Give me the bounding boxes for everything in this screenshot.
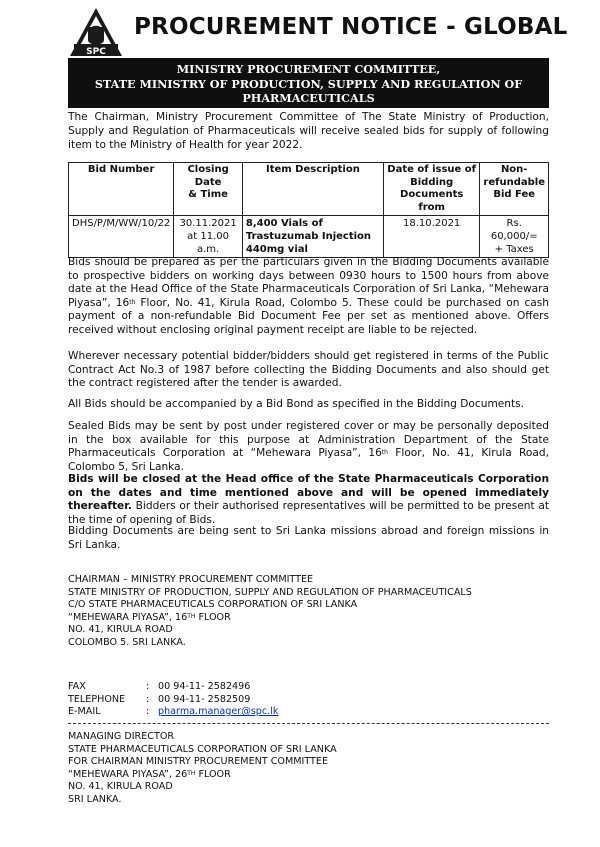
address2-line-3: FOR CHAIRMAN MINISTRY PROCUREMENT COMMITTEE — [68, 756, 329, 768]
address2-line-1: MANAGING DIRECTOR — [68, 731, 175, 742]
email-link[interactable]: pharma.manager@spc.lk — [158, 706, 279, 718]
spc-logo-icon — [68, 6, 124, 58]
contact-block — [68, 681, 278, 719]
email-colon: : — [146, 706, 150, 718]
banner-line-1: MINISTRY PROCUREMENT COMMITTEE, — [176, 62, 441, 76]
address1-line-1: CHAIRMAN – MINISTRY PROCUREMENT COMMITTEE — [68, 574, 314, 585]
bid-bond-paragraph: All Bids should be accompanied by a Bid Bond as specified in the Bidding Documents. — [68, 398, 525, 410]
cell-closing-date — [174, 216, 243, 258]
header-issue-line-3: Documents from — [400, 189, 464, 213]
banner-line-2: STATE MINISTRY OF PRODUCTION, SUPPLY AND REGULATION OF — [94, 76, 523, 91]
cell-closing-time-value: at 11.00 a.m. — [187, 231, 230, 255]
missions-paragraph: Bidding Documents are being sent to Sri Lanka missions abroad and foreign missions in Sri Lanka. — [68, 525, 549, 551]
cell-fee-amount: Rs. 60,000/= — [490, 218, 538, 242]
bid-table-header-row — [69, 163, 549, 216]
telephone-row — [68, 694, 278, 707]
dashed-divider — [68, 723, 549, 724]
cell-item-description — [242, 216, 383, 258]
banner-line-3: PHARMACEUTICALS — [242, 91, 375, 105]
address1-line-4 — [68, 612, 472, 625]
address2-line-2: STATE PHARMACEUTICALS CORPORATION OF SRI LANKA — [68, 743, 337, 755]
bidding-documents-paragraph — [68, 256, 549, 338]
p1-text-b: Floor, No. 41, Kirula Road, Colombo 5. These could be purchased on cash payment of a non-refundable Bid Document Fee per set as mentioned above. Offers received without enclosing original payment receipt are liable to be rejected. — [68, 296, 550, 336]
address2-line-4 — [68, 769, 337, 782]
intro-paragraph: The Chairman, Ministry Procurement Committee of The State Ministry of Production, Supply and Regulation of Pharmaceuticals will receive sealed bids for supply of following item to the Ministry of Health for year 2022. — [68, 111, 549, 151]
cell-bid-number: DHS/P/M/WW/10/22 — [69, 216, 174, 258]
telephone-label: TELEPHONE — [68, 693, 126, 705]
chairman-address-block — [68, 574, 472, 650]
header-issue-line-1: Date of issue of — [387, 164, 477, 175]
header-bid-number-label: Bid Number — [87, 164, 155, 175]
address2-line-6: SRI LANKA. — [68, 793, 122, 805]
address2-line-5: NO. 41, KIRULA ROAD — [68, 781, 173, 793]
header-fee-line-2: refundable — [483, 176, 545, 188]
fax-label: FAX — [68, 681, 86, 692]
header-item-description — [242, 163, 383, 216]
logo-text: SPC — [86, 47, 106, 57]
p4-text-a: Sealed Bids may be sent by post under registered cover or may be personally deposited in the box available for this purpose at Administration Department of the State Pharmaceuticals Corporation at “Mehewara Piyasa”, 16 — [68, 420, 549, 460]
fax-value: 00 94-11- 2582496 — [158, 681, 251, 692]
email-row — [68, 706, 278, 719]
header-item-label: Item Description — [265, 164, 360, 175]
p5-bold-text: Bids will be closed at the Head office of the State Pharmaceuticals Corporation on the dates and time mentioned above and will be opened immediately thereafter. — [68, 473, 549, 513]
cell-closing-date-value: 30.11.2021 — [179, 218, 237, 229]
header-closing-date — [174, 163, 243, 216]
header-closing-line-2: Date — [194, 176, 222, 188]
header-closing-line-3: & Time — [188, 189, 228, 200]
p4-text-b: Floor, No. 41, Kirula Road, Colombo 5, Sri Lanka. — [68, 447, 549, 473]
telephone-value: 00 94-11- 2582509 — [158, 693, 251, 705]
cell-fee-taxes: + Taxes — [494, 244, 534, 255]
address1-line-5: NO. 41, KIRULA ROAD — [68, 624, 173, 636]
header-issue-line-2: Bidding — [410, 176, 454, 188]
header-closing-line-1: Closing — [187, 164, 229, 175]
cell-item-line-2: Trastuzumab Injection — [245, 231, 372, 242]
email-label: E-MAIL — [68, 706, 101, 718]
address2-l4-sup: TH — [187, 769, 196, 777]
header-issue-date — [383, 163, 479, 216]
p5-text-rest: Bidders or their authorised representatives will be permitted to be present at the time of opening of Bids. — [68, 500, 549, 526]
registration-paragraph: Wherever necessary potential bidder/bidders should get registered in terms of the Public Contract Act No.3 of 1987 before collecting the Bidding Documents and also should get the contract registered after the tender is awarded. — [68, 350, 549, 390]
fax-colon: : — [146, 681, 150, 692]
cell-issue-date: 18.10.2021 — [383, 216, 479, 258]
address2-l4-a: “MEHEWARA PIYASA”, 26 — [68, 768, 188, 780]
address1-l4-sup: TH — [187, 612, 196, 620]
header-fee-line-3: Bid Fee — [493, 189, 536, 200]
table-row — [69, 216, 549, 258]
managing-director-address-block — [68, 731, 337, 807]
header-bid-fee — [480, 163, 549, 216]
address1-line-3: C/O STATE PHARMACEUTICALS CORPORATION OF SRI LANKA — [68, 599, 358, 611]
address1-l4-a: “MEHEWARA PIYASA”, 16 — [68, 611, 188, 623]
bid-table — [68, 162, 549, 258]
cell-item-line-3: 440mg vial — [245, 244, 308, 255]
address2-l4-b: FLOOR — [195, 768, 231, 780]
address1-line-6: COLOMBO 5. SRI LANKA. — [68, 636, 186, 648]
address1-line-2: STATE MINISTRY OF PRODUCTION, SUPPLY AND REGULATION OF PHARMACEUTICALS — [68, 586, 472, 598]
telephone-colon: : — [146, 693, 150, 705]
sealed-bids-paragraph — [68, 420, 549, 474]
header-bid-number — [69, 163, 174, 216]
page-title: PROCUREMENT NOTICE - GLOBAL — [134, 14, 568, 40]
fax-row — [68, 681, 278, 694]
cell-item-line-1: 8,400 Vials of — [245, 218, 323, 229]
p4-superscript: th — [381, 449, 388, 457]
cell-bid-fee — [480, 216, 549, 258]
closing-paragraph — [68, 473, 549, 527]
committee-banner — [68, 58, 549, 108]
header-fee-line-1: Non- — [500, 164, 528, 175]
p1-superscript: th — [129, 298, 136, 306]
p1-text-a: Bids should be prepared as per the particulars given in the Bidding Documents available to prospective bidders on working days between 0930 hours to 1500 hours from above date at the Head Office of the State Pharmaceuticals Corporation of Sri Lanka, “Mehewara Piyasa”, 16 — [68, 256, 549, 309]
address1-l4-b: FLOOR — [195, 611, 231, 623]
